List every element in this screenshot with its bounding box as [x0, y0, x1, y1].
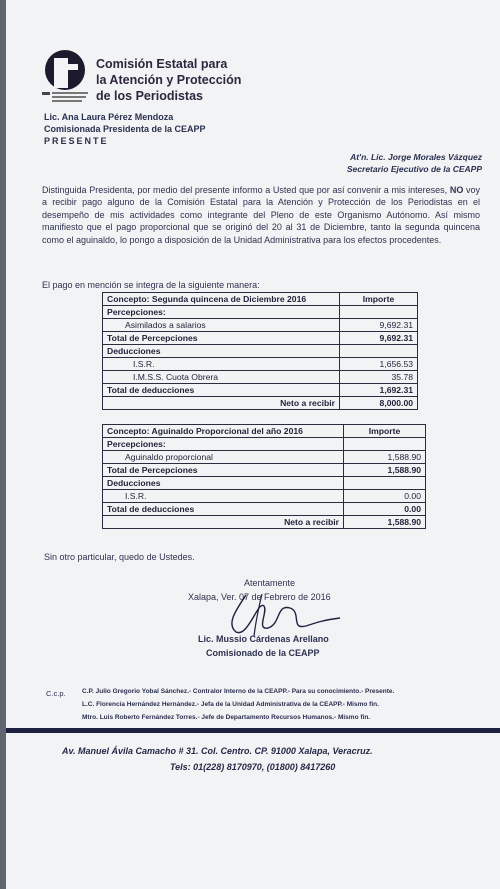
body-text-no: NO [449, 185, 464, 195]
table-row [103, 451, 426, 464]
table-row [103, 345, 418, 358]
table-cell: Total de Percepciones [103, 464, 344, 477]
table-intro: El pago en mención se integra de la siguiente manera: [42, 280, 260, 290]
closing-line: Sin otro particular, quedo de Ustedes. [44, 552, 195, 562]
recipient-presente: PRESENTE [44, 136, 109, 146]
org-name-line-2: la Atención y Protección [96, 73, 242, 87]
table-row [103, 425, 426, 438]
table-cell: 9,692.31 [340, 332, 418, 345]
table-row [103, 293, 418, 306]
signer-title: Comisionado de la CEAPP [206, 648, 320, 658]
table-cell: 1,656.53 [340, 358, 418, 371]
table-cell: 1,692.31 [340, 384, 418, 397]
table-row [103, 332, 418, 345]
table-cell: 9,692.31 [340, 319, 418, 332]
handwritten-signature [206, 590, 346, 640]
table-cell: Concepto: Segunda quincena de Diciembre 2016 [103, 293, 340, 306]
table-cell: Neto a recibir [103, 516, 344, 529]
attention-title: Secretario Ejecutivo de la CEAPP [346, 164, 482, 174]
table-cell: 1,588.90 [344, 451, 426, 464]
table-row [103, 358, 418, 371]
table-cell [344, 477, 426, 490]
table-row [103, 464, 426, 477]
table-cell: I.M.S.S. Cuota Obrera [103, 371, 340, 384]
org-name [96, 56, 241, 104]
recipient-title: Comisionada Presidenta de la CEAPP [44, 124, 206, 134]
table-row [103, 306, 418, 319]
attention-name: At'n. Lic. Jorge Morales Vázquez [350, 152, 482, 162]
table-cell: Importe [344, 425, 426, 438]
body-text-2: voy a recibir pago alguno de la Comisión Estatal para la Atención y Protección de los Periodistas en el desempeño de mis actividades como integrante del Pleno de este Organismo Autónomo. Así mismo manifiesto que el pago proporcional que se originó del 20 al 31 de Diciembre, tanto la segunda quincena como el aguinaldo, lo pongo a disposición de la Unidad Administrativa para los efectos procedentes. [42, 185, 480, 245]
table-cell [340, 306, 418, 319]
body-text-1: Distinguida Presidenta, por medio del presente informo a Usted que por así convenir a mis intereses, [42, 185, 450, 195]
body-paragraph [42, 184, 480, 246]
recipient-name: Lic. Ana Laura Pérez Mendoza [44, 112, 174, 122]
table-cell: 0.00 [344, 490, 426, 503]
table-row [103, 397, 418, 410]
footer-rule [6, 728, 500, 733]
table-cell [344, 438, 426, 451]
letter-page [6, 0, 500, 889]
table-row [103, 438, 426, 451]
ccp-line-1: C.P. Julio Gregorio Yobal Sánchez.- Contralor Interno de la CEAPP.- Para su conocimiento.- Presente. [82, 688, 395, 695]
table-cell: 35.78 [340, 371, 418, 384]
table-december [102, 292, 418, 410]
table-cell: I.S.R. [103, 358, 340, 371]
table-cell [340, 345, 418, 358]
table-cell: Percepciones: [103, 306, 340, 319]
ceapp-logo [40, 48, 90, 106]
table-cell: I.S.R. [103, 490, 344, 503]
table-cell: 1,588.90 [344, 464, 426, 477]
table-row [103, 371, 418, 384]
footer-phones: Tels: 01(228) 8170970, (01800) 8417260 [170, 762, 336, 772]
table-cell: 1,588.90 [344, 516, 426, 529]
table-row [103, 516, 426, 529]
table-row [103, 490, 426, 503]
table-cell: Deducciones [103, 345, 340, 358]
footer-address: Av. Manuel Ávila Camacho # 31. Col. Centro. CP. 91000 Xalapa, Veracruz. [62, 746, 373, 756]
table-aguinaldo [102, 424, 426, 529]
table-row [103, 503, 426, 516]
org-name-line-1: Comisión Estatal para [96, 57, 228, 71]
table-cell: Total de deducciones [103, 384, 340, 397]
table-row [103, 477, 426, 490]
ccp-line-3: Mtro. Luis Roberto Fernández Torres.- Jefe de Departamento Recursos Humanos.- Mismo fin. [82, 714, 371, 721]
signer-name: Lic. Mussio Cárdenas Arellano [198, 634, 329, 644]
table-cell: Neto a recibir [103, 397, 340, 410]
table-cell: Importe [340, 293, 418, 306]
table-cell: Total de deducciones [103, 503, 344, 516]
table-cell: 8,000.00 [340, 397, 418, 410]
ccp-label: C.c.p. [46, 689, 66, 698]
table-cell: Total de Percepciones [103, 332, 340, 345]
table-cell: Concepto: Aguinaldo Proporcional del año 2016 [103, 425, 344, 438]
ccp-line-2: L.C. Florencia Hernández Hernández.- Jefa de la Unidad Administrativa de la CEAPP.- Mismo fin. [82, 701, 379, 708]
closing-place-date: Xalapa, Ver. 07 de Febrero de 2016 [188, 592, 331, 602]
closing-atentamente: Atentamente [244, 578, 296, 588]
table-cell: Asimilados a salarios [103, 319, 340, 332]
table-cell: Aguinaldo proporcional [103, 451, 344, 464]
table-cell: Percepciones: [103, 438, 344, 451]
table-row [103, 319, 418, 332]
table-row [103, 384, 418, 397]
org-name-line-3: de los Periodistas [96, 89, 203, 103]
table-cell: 0.00 [344, 503, 426, 516]
table-cell: Deducciones [103, 477, 344, 490]
